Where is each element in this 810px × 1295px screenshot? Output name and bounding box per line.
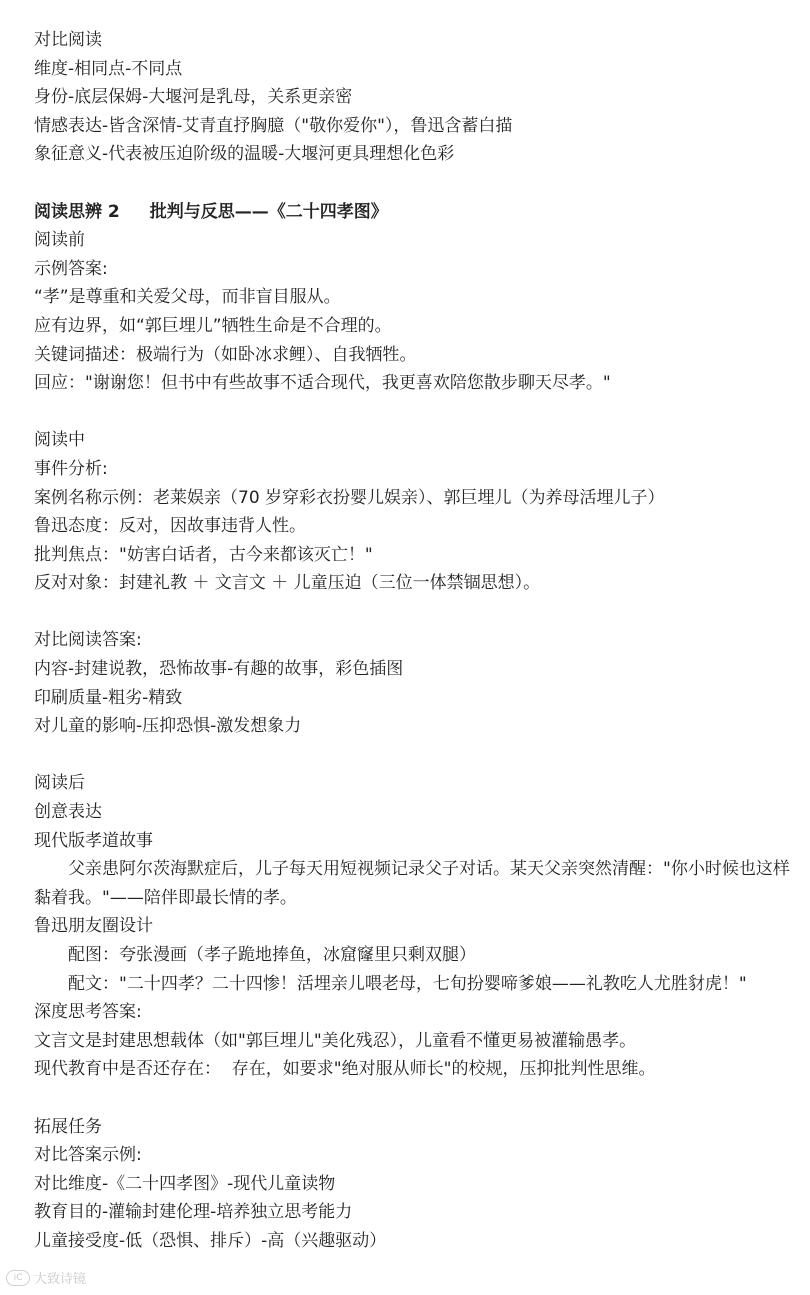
- creative-label: 创意表达: [34, 802, 102, 823]
- moments-text: 配文："二十四孝？二十四惨！活埋亲儿喂老母，七旬扮婴啼爹娘——礼教吃人尤胜豺虎！": [68, 973, 747, 994]
- extend-label: 拓展任务: [34, 1116, 102, 1137]
- section-title-compare: 对比阅读: [34, 30, 102, 50]
- compare-row: 身份-底层保姆-大堰河是乳母，关系更亲密: [34, 87, 353, 108]
- watermark-logo-icon: iC: [6, 1270, 30, 1286]
- watermark: [6, 1268, 86, 1287]
- watermark-text: 大致诗镜: [34, 1272, 87, 1287]
- event-line: 批判焦点："妨害白话者，古今来都该灭亡！": [34, 544, 373, 565]
- compare-answer-line: 内容-封建说教，恐怖故事-有趣的故事，彩色插图: [34, 659, 404, 680]
- deep-label: 深度思考答案:: [34, 1002, 142, 1023]
- extend-line: 教育目的-灌输封建伦理-培养独立思考能力: [34, 1202, 353, 1223]
- modern-story-text: 父亲患阿尔茨海默症后，儿子每天用短视频记录父子对话。某天父亲突然清醒："你小时候也这样黏着我。"——陪伴即最长情的孝。: [34, 859, 790, 908]
- moments-image: 配图：夸张漫画（孝子跪地捧鱼，冰窟窿里只剩双腿）: [68, 945, 476, 965]
- heading-right: 批判与反思——《二十四孝图》: [149, 201, 388, 222]
- compare-row: 情感表达-皆含深情-艾青直抒胸臆（"敬你爱你"），鲁迅含蓄白描: [34, 115, 513, 136]
- before-label: 阅读前: [34, 230, 85, 251]
- modern-story-label: 现代版孝道故事: [34, 830, 153, 851]
- section-heading: [34, 198, 790, 227]
- sample-line: 应有边界，如“郭巨埋儿”牺牲生命是不合理的。: [34, 315, 392, 336]
- event-label: 事件分析:: [34, 458, 108, 479]
- deep-line: 现代教育中是否还存在： 存在，如要求"绝对服从师长"的校规，压抑批判性思维。: [34, 1059, 656, 1080]
- sample-line: “孝”是尊重和关爱父母，而非盲目服从。: [34, 287, 341, 308]
- heading-left: 阅读思辨 2: [34, 201, 120, 222]
- sample-line: 关键词描述：极端行为（如卧冰求鲤）、自我牺牲。: [34, 344, 417, 365]
- sample-label: 示例答案:: [34, 258, 108, 279]
- moments-label: 鲁迅朋友圈设计: [34, 916, 153, 937]
- compare-answer-line: 对儿童的影响-压抑恐惧-激发想象力: [34, 716, 302, 737]
- sample-line: 回应："谢谢您！但书中有些故事不适合现代，我更喜欢陪您散步聊天尽孝。": [34, 373, 611, 394]
- deep-line: 文言文是封建思想载体（如"郭巨埋儿"美化残忍），儿童看不懂更易被灌输愚孝。: [34, 1030, 637, 1051]
- extend-sample-label: 对比答案示例:: [34, 1145, 142, 1166]
- during-label: 阅读中: [34, 430, 85, 451]
- event-line: 案例名称示例：老莱娱亲（70 岁穿彩衣扮婴儿娱亲）、郭巨埋儿（为养母活埋儿子）: [34, 487, 665, 508]
- extend-line: 儿童接受度-低（恐惧、排斥）-高（兴趣驱动）: [34, 1230, 387, 1251]
- event-line: 鲁迅态度：反对，因故事违背人性。: [34, 516, 306, 537]
- extend-line: 对比维度-《二十四孝图》-现代儿童读物: [34, 1173, 336, 1194]
- document-body: [34, 26, 790, 1256]
- compare-answer-line: 印刷质量-粗劣-精致: [34, 687, 183, 708]
- after-label: 阅读后: [34, 773, 85, 794]
- event-line: 反对对象：封建礼教 ＋ 文言文 ＋ 儿童压迫（三位一体禁锢思想）。: [34, 573, 541, 594]
- compare-row: 象征意义-代表被压迫阶级的温暖-大堰河更具理想化色彩: [34, 144, 455, 165]
- compare-row: 维度-相同点-不同点: [34, 58, 183, 79]
- compare-answer-label: 对比阅读答案:: [34, 630, 142, 651]
